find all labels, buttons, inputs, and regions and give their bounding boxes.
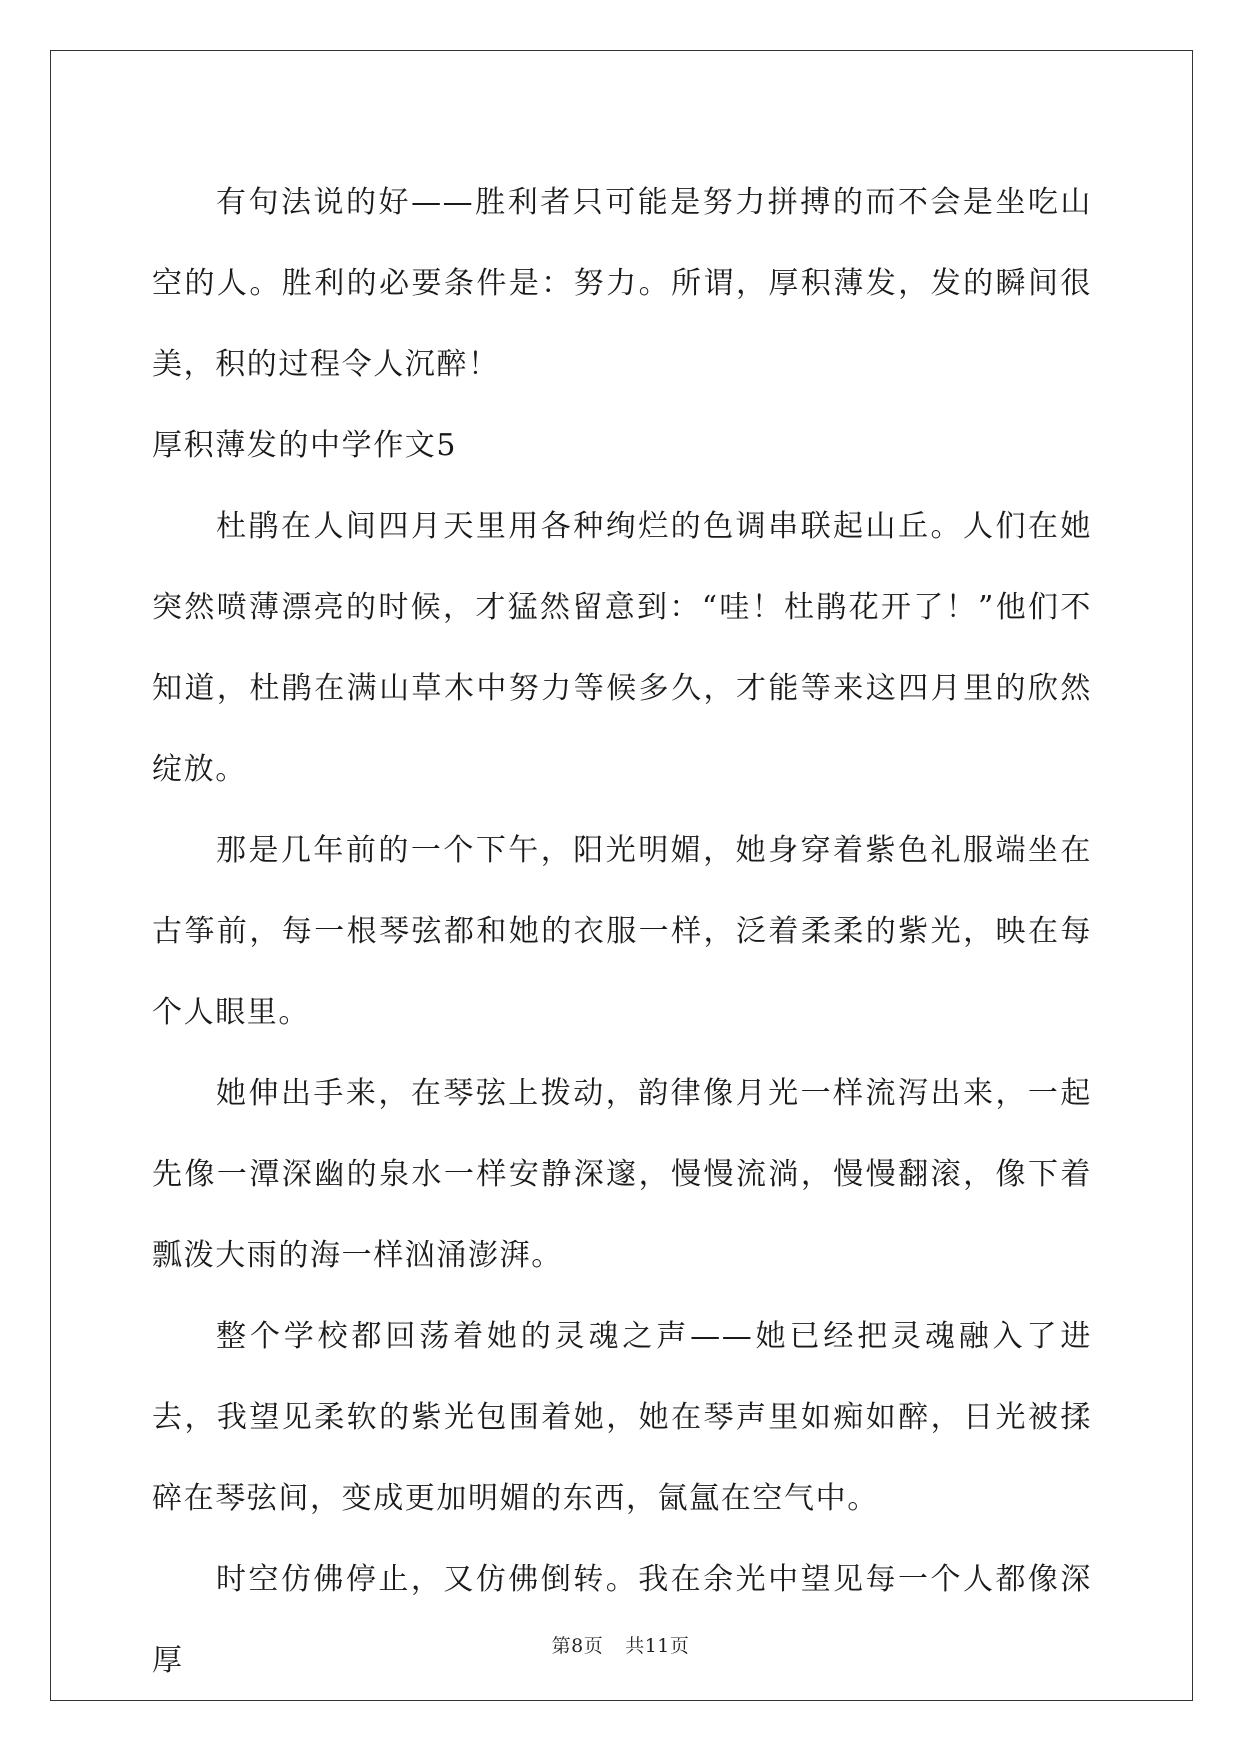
document-body [152,162,1092,1701]
paragraph: 杜鹃在人间四月天里用各种绚烂的色调串联起山丘。人们在她突然喷薄漂亮的时候，才猛然留意到：“哇！杜鹃花开了！”他们不知道，杜鹃在满山草木中努力等候多久，才能等来这四月里的欣然绽放。 [152,509,1092,787]
paragraph: 那是几年前的一个下午，阳光明媚，她身穿着紫色礼服端坐在古筝前，每一根琴弦都和她的衣服一样，泛着柔柔的紫光，映在每个人眼里。 [152,833,1092,1030]
page-number: 第8页 [551,1635,604,1657]
paragraph: 她伸出手来，在琴弦上拨动，韵律像月光一样流泻出来，一起先像一潭深幽的泉水一样安静深邃，慢慢流淌，慢慢翻滚，像下着瓢泼大雨的海一样汹涌澎湃。 [152,1076,1092,1273]
paragraph: 有句法说的好——胜利者只可能是努力拼搏的而不会是坐吃山空的人。胜利的必要条件是：努力。所谓，厚积薄发，发的瞬间很美，积的过程令人沉醉！ [152,185,1092,382]
paragraph: 整个学校都回荡着她的灵魂之声——她已经把灵魂融入了进去，我望见柔软的紫光包围着她，她在琴声里如痴如醉，日光被揉碎在琴弦间，变成更加明媚的东西，氤氲在空气中。 [152,1319,1092,1516]
page-footer [0,1631,1241,1658]
section-title: 厚积薄发的中学作文5 [152,428,458,463]
paragraph: 时空仿佛停止，又仿佛倒转。我在余光中望见每一个人都像深厚 [152,1562,1092,1678]
page-total: 共11页 [625,1635,690,1657]
